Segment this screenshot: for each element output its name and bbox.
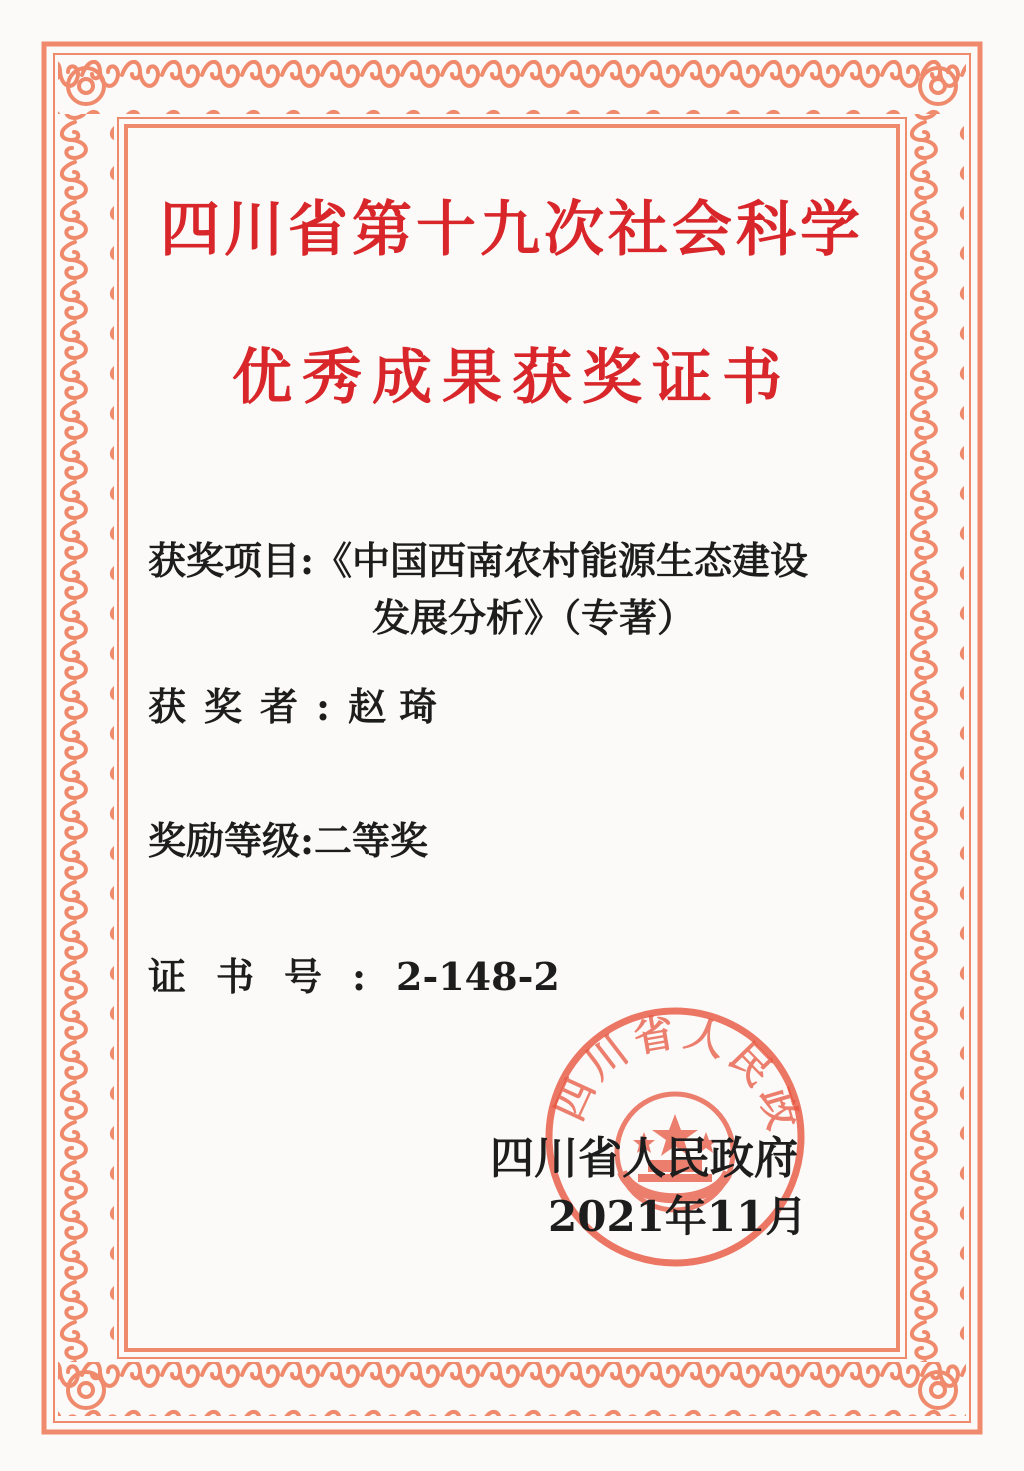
seal-text: 四川省人民政 xyxy=(546,1008,808,1141)
level-field xyxy=(148,810,428,865)
project-value-line1: 《中国西南农村能源生态建设 xyxy=(314,538,809,583)
number-label: 证书号: xyxy=(148,954,397,999)
winner-label: 获奖者: xyxy=(148,684,349,729)
level-label: 奖励等级: xyxy=(148,818,315,863)
project-field xyxy=(148,530,808,585)
certificate-title-line1: 四川省第十九次社会科学 xyxy=(160,195,864,265)
project-label: 获奖项目: xyxy=(148,538,315,583)
winner-value: 赵 琦 xyxy=(348,684,438,729)
number-field xyxy=(148,946,560,1001)
issue-date: 2021年11月 xyxy=(548,1192,808,1241)
issuer-name: 四川省人民政府 xyxy=(490,1133,798,1184)
winner-field xyxy=(148,676,437,731)
number-value: 2-148-2 xyxy=(396,954,560,999)
level-value: 二等奖 xyxy=(314,818,429,863)
project-value-line2: 发展分析》（专著） xyxy=(372,595,696,640)
certificate-title-line2: 优秀成果获奖证书 xyxy=(232,343,792,413)
